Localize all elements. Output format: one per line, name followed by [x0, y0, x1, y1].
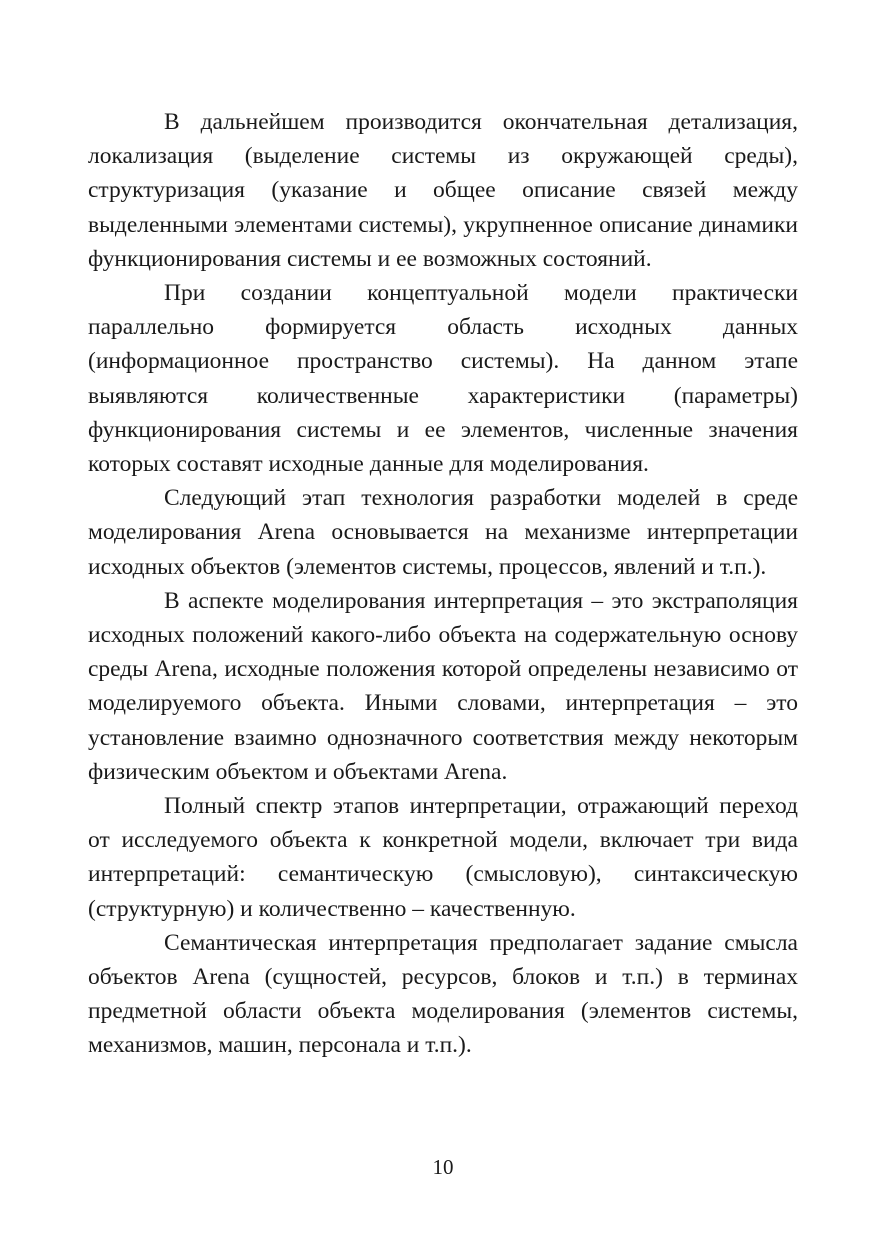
page-number: 10	[432, 1155, 454, 1179]
paragraph-2: При создании концептуальной модели практически параллельно формируется область исходных данных (информационное пространство системы). На данном этапе выявляются количественные характеристики (параметры) функционирования системы и ее элементов, численные значения которых составят исходные данные для моделирования.	[88, 280, 798, 478]
paragraph-4: В аспекте моделирования интерпретация – это экстраполяция исходных положений какого-либо объекта на содержательную основу среды Arena, исходные положения которой определены независимо от моделируемого объекта. Иными словами, интерпретация – это установление взаимно однозначного соответствия между некоторым физическим объектом и объектами Arena.	[88, 587, 798, 785]
paragraph-1: В дальнейшем производится окончательная детализация, локализация (выделение системы из окружающей среды), структуризация (указание и общее описание связей между выделенными элементами системы), укрупненное описание динамики функционирования системы и ее возможных состояний.	[88, 109, 798, 272]
body-text	[88, 105, 798, 1063]
paragraph-3: Следующий этап технология разработки моделей в среде моделирования Arena основывается на механизме интерпретации исходных объектов (элементов системы, процессов, явлений и т.п.).	[88, 485, 798, 580]
paragraph-5: Полный спектр этапов интерпретации, отражающий переход от исследуемого объекта к конкретной модели, включает три вида интерпретаций: семантическую (смысловую), синтаксическую (структурную) и количественно – качественную.	[88, 793, 798, 922]
paragraph-6: Семантическая интерпретация предполагает задание смысла объектов Arena (сущностей, ресурсов, блоков и т.п.) в терминах предметной области объекта моделирования (элементов системы, механизмов, машин, персонала и т.п.).	[88, 929, 798, 1059]
